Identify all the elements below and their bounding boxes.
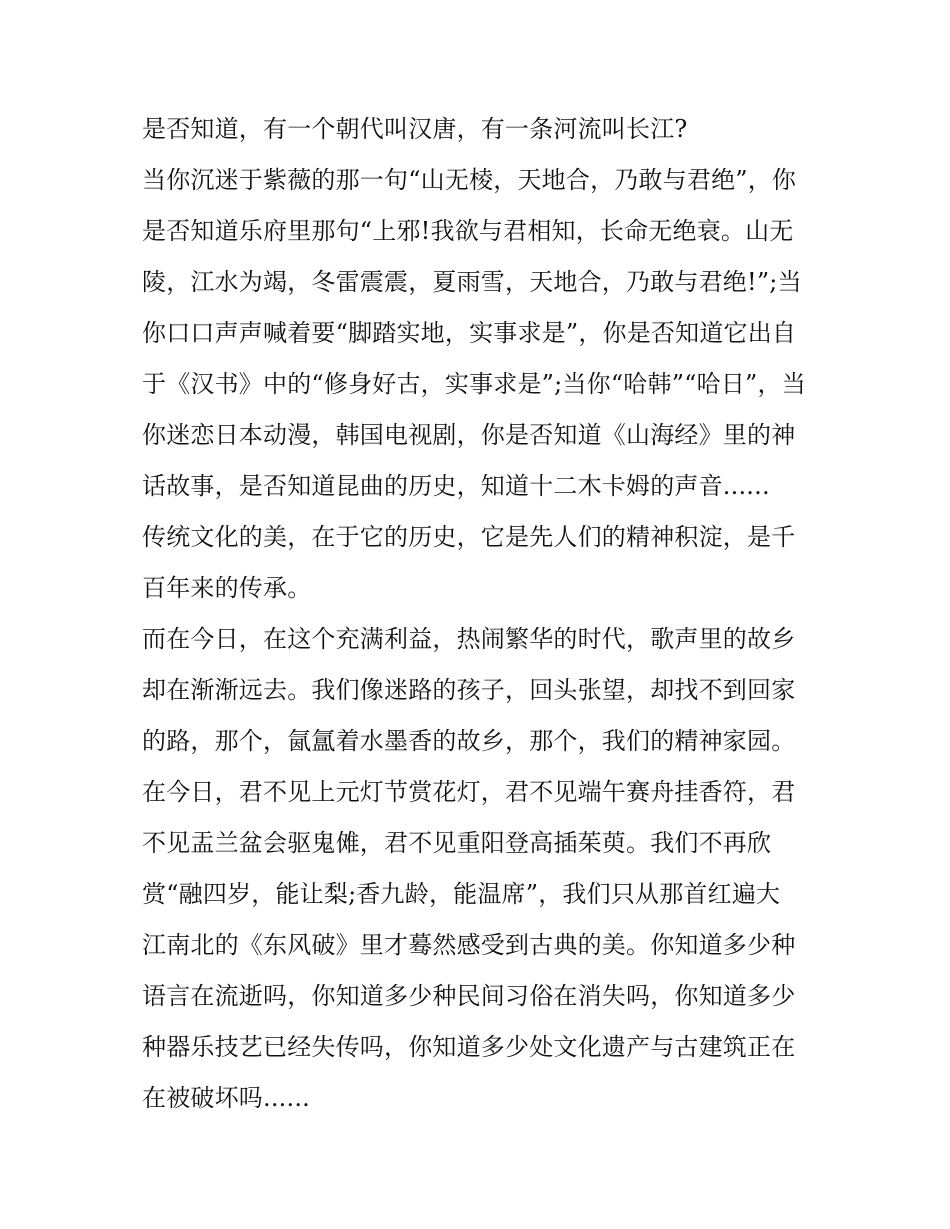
text-line: 江南北的《东风破》里才蓦然感受到古典的美。你知道多少种 [142, 931, 796, 959]
text-line: 是否知道乐府里那句“上邪!我欲与君相知，长命无绝衰。山无 [142, 217, 794, 245]
text-line: 你迷恋日本动漫，韩国电视剧，你是否知道《山海经》里的神 [142, 421, 796, 449]
text-line: 当你沉迷于紫薇的那一句“山无棱，天地合，乃敢与君绝”，你 [142, 166, 797, 194]
text-line: 百年来的传承。 [142, 574, 312, 602]
text-line: 于《汉书》中的“修身好古，实事求是”;当你“哈韩”“哈日”，当 [142, 370, 806, 398]
text-line: 你口口声声喊着要“脚踏实地，实事求是”，你是否知道它出自 [142, 319, 797, 347]
text-line: 是否知道，有一个朝代叫汉唐，有一条河流叫长江? [142, 115, 688, 143]
text-line: 而在今日，在这个充满利益，热闹繁华的时代，歌声里的故乡 [142, 625, 796, 653]
text-line: 不见盂兰盆会驱鬼傩，君不见重阳登高插茱萸。我们不再欣 [142, 829, 772, 857]
text-line: 传统文化的美，在于它的历史，它是先人们的精神积淀，是千 [142, 523, 796, 551]
text-line: 赏“融四岁，能让梨;香九龄，能温席”，我们只从那首红遍大 [142, 880, 781, 908]
text-line: 语言在流逝吗，你知道多少种民间习俗在消失吗，你知道多少 [142, 982, 796, 1010]
text-line: 的路，那个，氤氲着水墨香的故乡，那个，我们的精神家园。 [142, 727, 796, 755]
text-line: 在被破坏吗...... [142, 1084, 310, 1112]
text-line: 在今日，君不见上元灯节赏花灯，君不见端午赛舟挂香符，君 [142, 778, 796, 806]
text-line: 陵，江水为竭，冬雷震震，夏雨雪，天地合，乃敢与君绝!”;当 [142, 268, 802, 296]
body-text [142, 104, 822, 1124]
text-line: 种器乐技艺已经失传吗，你知道多少处文化遗产与古建筑正在 [142, 1033, 796, 1061]
text-line: 却在渐渐远去。我们像迷路的孩子，回头张望，却找不到回家 [142, 676, 796, 704]
text-line: 话故事，是否知道昆曲的历史，知道十二木卡姆的声音...... [142, 472, 770, 500]
